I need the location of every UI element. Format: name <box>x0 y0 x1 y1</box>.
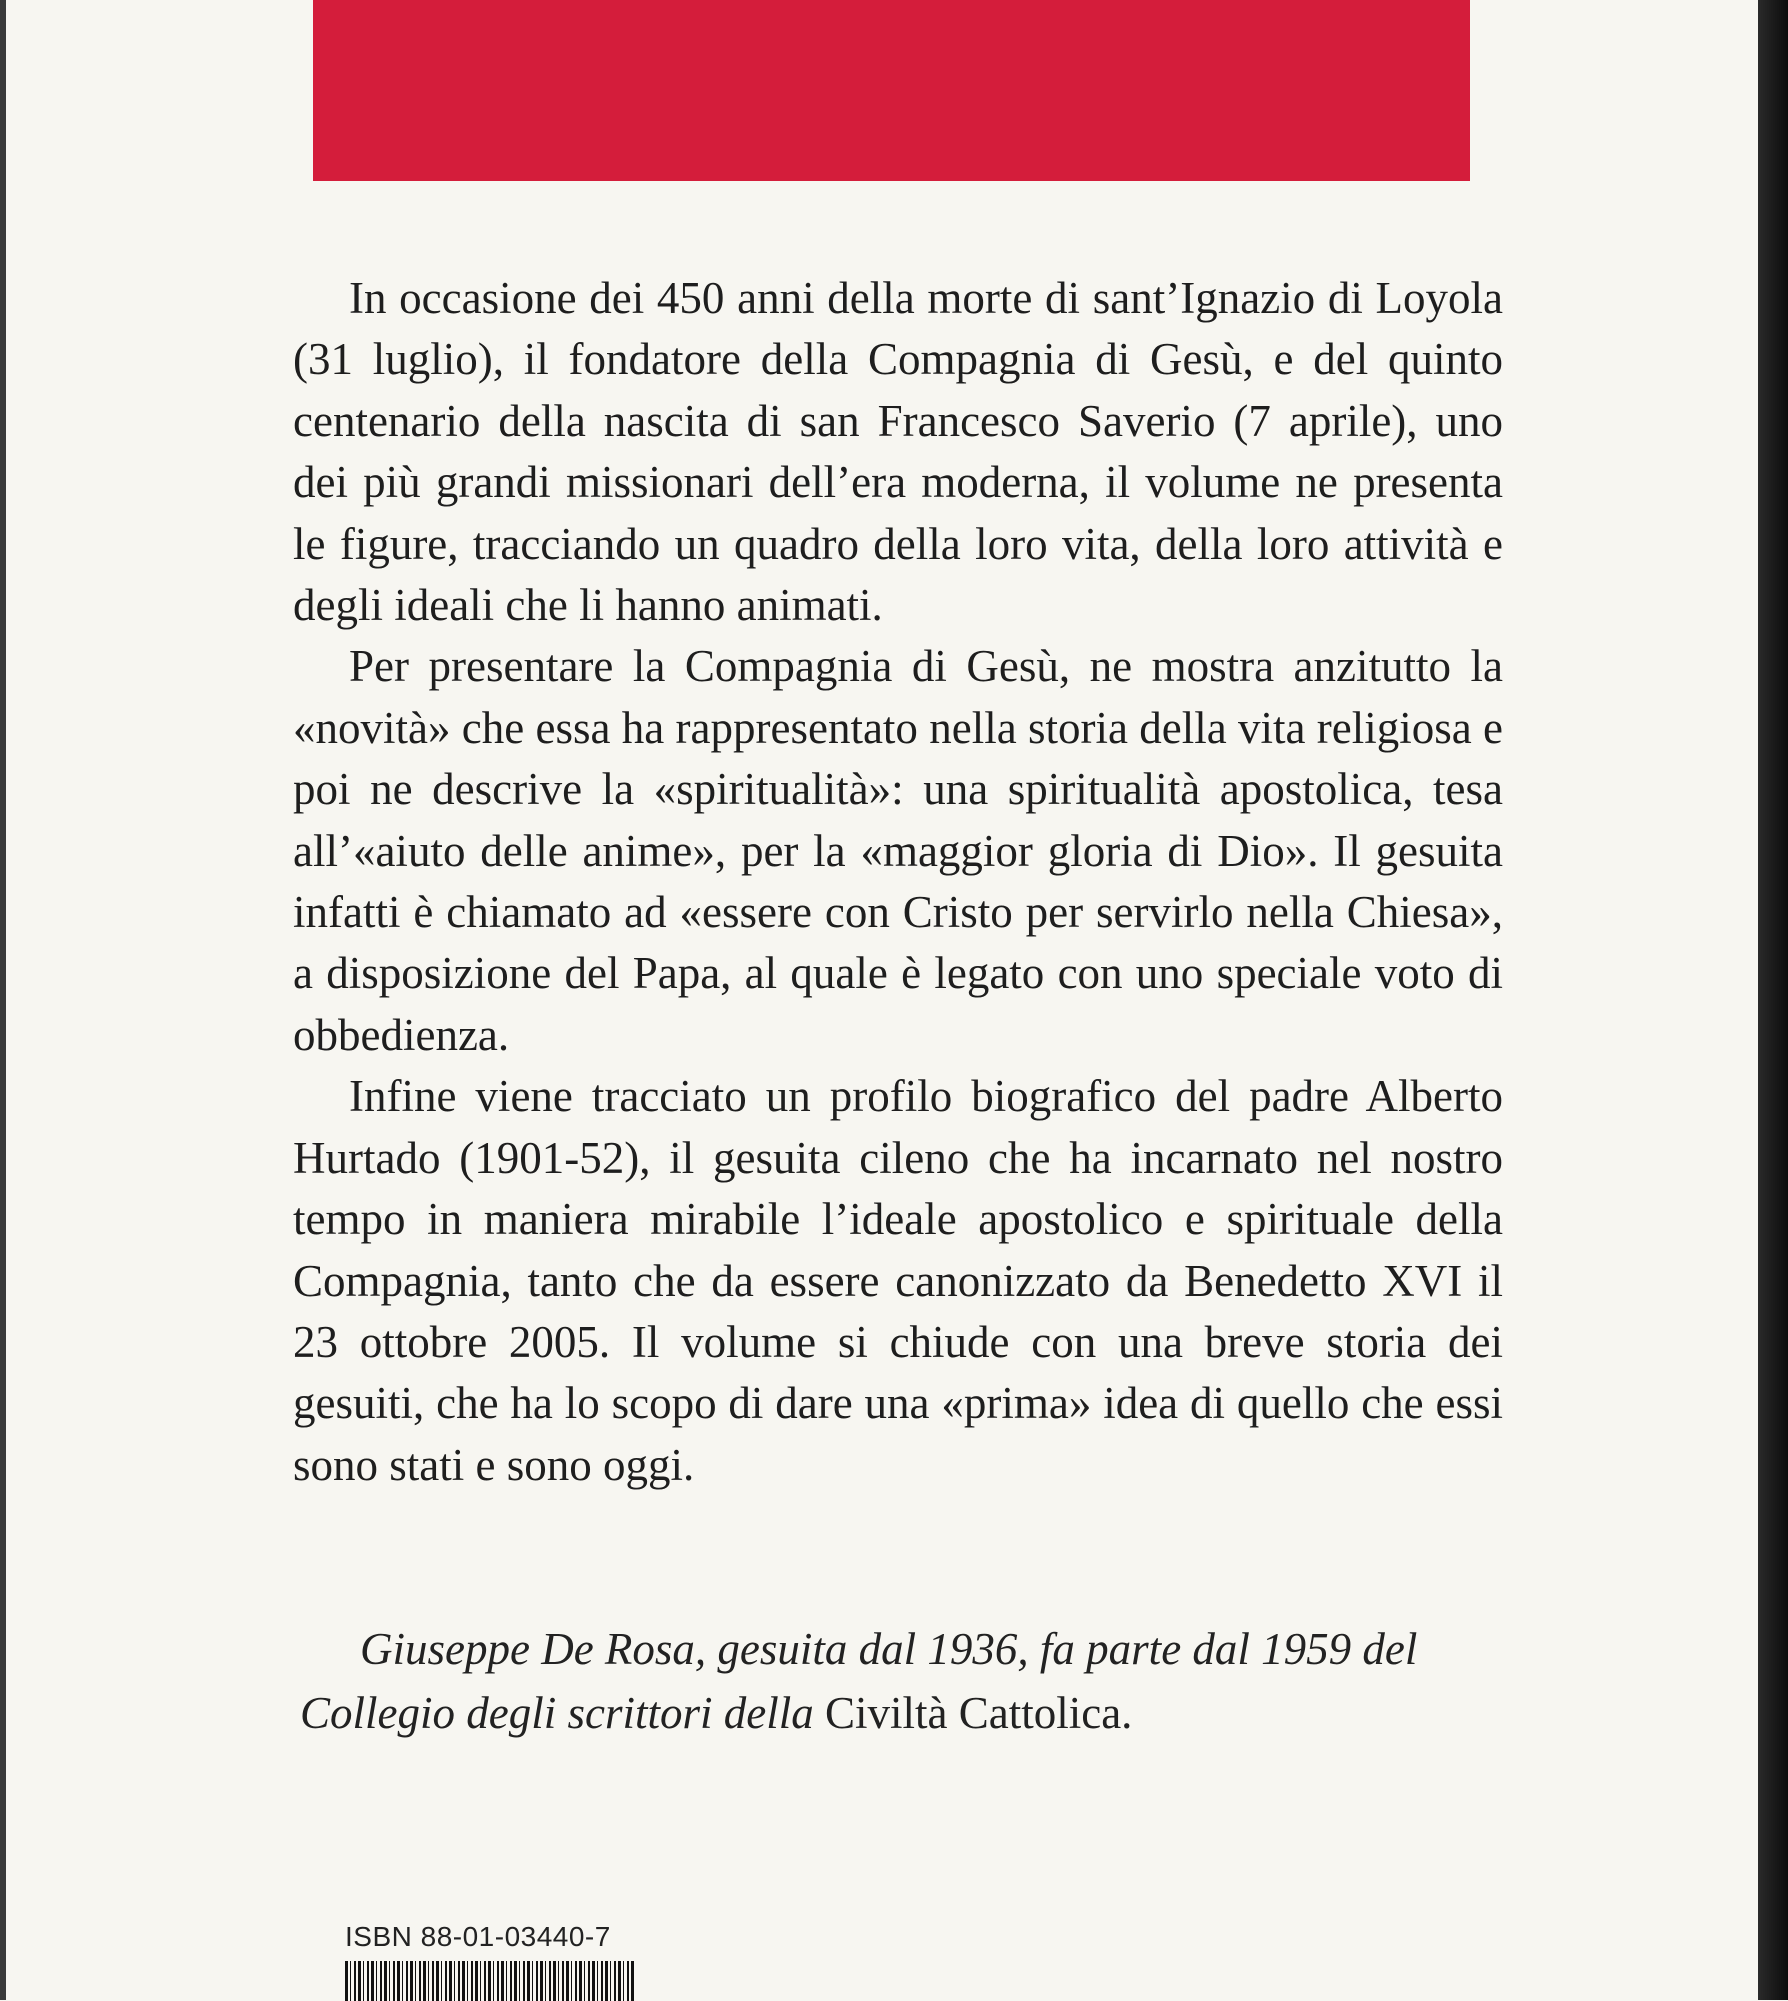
red-title-band <box>313 0 1470 181</box>
blurb-paragraph-2: Per presentare la Compagnia di Gesù, ne mostra anzitutto la «novità» che essa ha rappresentato nella storia della vita religiosa e poi ne descrive la «spiritualità»: una spiritualità apostolica, tesa all’«aiuto delle anime», per la «maggior gloria di Dio». Il gesuita infatti è chiamato ad «essere con Cristo per servirlo nella Chiesa», a disposizione del Papa, al quale è legato con uno speciale voto di obbedienza. <box>293 641 1503 1060</box>
journal-name: Civiltà Cattolica. <box>824 1688 1133 1738</box>
blurb-text <box>293 268 1503 1496</box>
page-left-edge <box>0 0 6 2000</box>
page-right-edge <box>1758 0 1788 2000</box>
barcode <box>345 1961 635 2001</box>
blurb-paragraph-3: Infine viene tracciato un profilo biografico del padre Alberto Hurtado (1901-52), il gesuita cileno che ha incarnato nel nostro tempo in maniera mirabile l’ideale apostolico e spirituale della Compagnia, tanto che da essere canonizzato da Benedetto XVI il 23 ottobre 2005. Il volume si chiude con una breve storia dei gesuiti, che ha lo scopo di dare una «prima» idea di quello che essi sono stati e sono oggi. <box>293 1071 1503 1490</box>
isbn-number: ISBN 88-01-03440-7 <box>345 1921 611 1952</box>
author-note-italic: Giuseppe De Rosa, gesuita dal 1936, fa parte dal 1959 del Collegio degli scrittori della <box>300 1624 1418 1738</box>
blurb-paragraph-1: In occasione dei 450 anni della morte di sant’Ignazio di Loyola (31 luglio), il fondatore della Compagnia di Gesù, e del quinto centenario della nascita di san Francesco Saverio (7 aprile), uno dei più grandi missionari dell’era moderna, il volume ne presenta le figure, tracciando un quadro della loro vita, della loro attività e degli ideali che li hanno animati. <box>293 273 1503 631</box>
author-note <box>300 1617 1510 1745</box>
isbn-block <box>345 1921 640 2001</box>
